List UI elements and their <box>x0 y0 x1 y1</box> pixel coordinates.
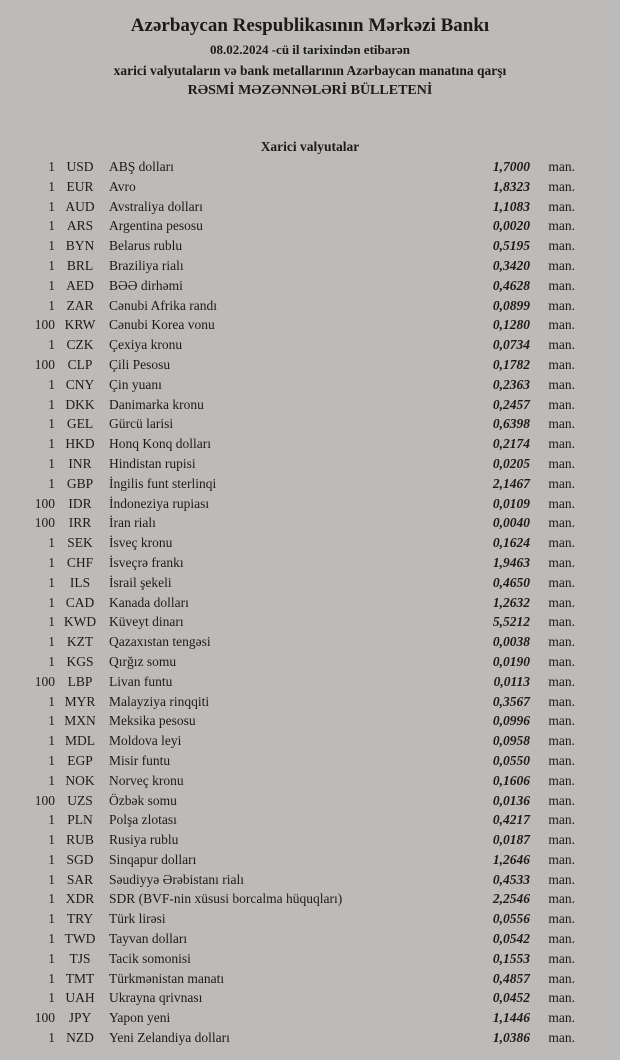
currency-quantity: 1 <box>48 970 55 986</box>
currency-row <box>0 515 620 535</box>
currency-quantity: 100 <box>34 495 55 511</box>
currency-unit-label: man. <box>548 1030 575 1046</box>
currency-unit-label: man. <box>548 970 575 986</box>
currency-quantity: 1 <box>48 475 55 491</box>
currency-rate-value: 0,2174 <box>492 436 530 452</box>
subtitle-line: xarici valyutaların və bank metallarının Azərbaycan manatına qarşı <box>113 63 507 78</box>
currency-code: IDR <box>68 495 92 511</box>
currency-name: Honq Konq dolları <box>109 436 211 452</box>
currency-unit-label: man. <box>548 792 575 808</box>
currency-rate-value: 0,0040 <box>492 515 530 531</box>
currency-unit-label: man. <box>548 198 575 214</box>
currency-name: İndoneziya rupiası <box>109 495 210 511</box>
currency-quantity: 1 <box>48 1030 55 1046</box>
currency-rate-value: 0,0452 <box>492 990 530 1006</box>
currency-rate-value: 0,4217 <box>492 812 530 828</box>
currency-quantity: 1 <box>48 911 55 927</box>
currency-rate-value: 0,0542 <box>492 931 530 947</box>
currency-name: Meksika pesosu <box>109 713 196 729</box>
currency-quantity: 1 <box>48 891 55 907</box>
currency-name: Danimarka kronu <box>109 396 204 412</box>
currency-name: Avro <box>109 178 136 194</box>
currency-quantity: 1 <box>48 634 55 650</box>
currency-row <box>0 278 620 298</box>
currency-row <box>0 199 620 219</box>
currency-code: EGP <box>67 752 93 768</box>
currency-row <box>0 694 620 714</box>
currency-row <box>0 634 620 654</box>
currency-quantity: 1 <box>48 990 55 1006</box>
currency-quantity: 1 <box>48 693 55 709</box>
currency-quantity: 1 <box>48 198 55 214</box>
currency-unit-label: man. <box>548 871 575 887</box>
currency-name: Kanada dolları <box>109 594 189 610</box>
currency-row <box>0 1030 620 1050</box>
currency-name: Türk lirəsi <box>109 911 166 927</box>
currency-quantity: 1 <box>48 574 55 590</box>
currency-quantity: 1 <box>48 277 55 293</box>
currency-code: ZAR <box>66 297 94 313</box>
currency-name: Belarus rublu <box>109 238 183 254</box>
currency-name: Avstraliya dolları <box>109 198 203 214</box>
currency-unit-label: man. <box>548 238 575 254</box>
currency-name: ABŞ dolları <box>109 159 174 174</box>
currency-row <box>0 317 620 337</box>
currency-name: Səudiyyə Ərəbistanı rialı <box>109 871 244 887</box>
currency-rate-value: 0,0899 <box>492 297 530 313</box>
currency-name: Özbək somu <box>109 792 177 808</box>
currency-name: Küveyt dinarı <box>109 614 184 630</box>
currency-row <box>0 931 620 951</box>
currency-quantity: 1 <box>48 653 55 669</box>
currency-quantity: 1 <box>48 832 55 848</box>
currency-unit-label: man. <box>548 475 575 491</box>
currency-row <box>0 258 620 278</box>
currency-row <box>0 416 620 436</box>
currency-code: GBP <box>66 475 94 491</box>
currency-code: KGS <box>66 653 94 669</box>
currency-unit-label: man. <box>548 614 575 630</box>
currency-name: Sinqapur dolları <box>109 851 197 867</box>
currency-name: İran rialı <box>109 515 156 531</box>
currency-row <box>0 337 620 357</box>
currency-row <box>0 298 620 318</box>
currency-name: Misir funtu <box>109 752 171 768</box>
currency-row <box>0 555 620 575</box>
currency-unit-label: man. <box>548 713 575 729</box>
currency-quantity: 100 <box>34 673 55 689</box>
currency-rate-value: 0,5195 <box>492 238 530 254</box>
currency-rate-value: 1,0386 <box>492 1030 530 1046</box>
currency-row <box>0 891 620 911</box>
currency-code: XDR <box>65 891 95 907</box>
currency-code: CZK <box>66 337 94 353</box>
currency-quantity: 1 <box>48 337 55 353</box>
currency-quantity: 1 <box>48 436 55 452</box>
currency-rate-value: 1,8323 <box>492 178 530 194</box>
currency-quantity: 1 <box>48 396 55 412</box>
currency-unit-label: man. <box>548 257 575 273</box>
currency-name: Tacik somonisi <box>109 950 191 966</box>
currency-rate-value: 0,1280 <box>492 317 530 333</box>
currency-name: Cənubi Afrika randı <box>109 297 217 313</box>
currency-name: Livan funtu <box>109 673 173 689</box>
currency-name: Tayvan dolları <box>109 931 188 947</box>
currency-quantity: 1 <box>48 178 55 194</box>
currency-row <box>0 476 620 496</box>
currency-quantity: 100 <box>34 1010 55 1026</box>
currency-row <box>0 456 620 476</box>
currency-rate-value: 0,1606 <box>492 772 530 788</box>
currency-unit-label: man. <box>548 990 575 1006</box>
currency-quantity: 100 <box>34 356 55 372</box>
currency-rate-value: 0,1624 <box>492 535 530 551</box>
currency-unit-label: man. <box>548 653 575 669</box>
currency-code: CLP <box>67 356 93 372</box>
currency-quantity: 1 <box>48 594 55 610</box>
currency-rate-value: 0,0190 <box>492 653 530 669</box>
currency-quantity: 100 <box>34 317 55 333</box>
currency-rate-value: 0,0996 <box>492 713 530 729</box>
currency-code: HKD <box>65 436 95 452</box>
currency-rate-value: 0,1553 <box>492 950 530 966</box>
currency-code: SEK <box>67 535 93 551</box>
currency-unit-label: man. <box>548 733 575 749</box>
currency-quantity: 1 <box>48 159 55 174</box>
currency-unit-label: man. <box>548 891 575 907</box>
currency-unit-label: man. <box>548 554 575 570</box>
currency-rate-value: 5,5212 <box>492 614 530 630</box>
currency-unit-label: man. <box>548 277 575 293</box>
currency-name: Çexiya kronu <box>109 337 183 353</box>
currency-code: PLN <box>67 812 93 828</box>
currency-unit-label: man. <box>548 159 575 174</box>
currency-code: USD <box>66 159 94 174</box>
currency-name: Braziliya rialı <box>109 257 184 273</box>
currency-name: SDR (BVF-nin xüsusi borcalma hüquqları) <box>109 891 343 907</box>
currency-code: TMT <box>65 970 95 986</box>
currency-row <box>0 812 620 832</box>
currency-rate-value: 0,4650 <box>492 574 530 590</box>
currency-row <box>0 872 620 892</box>
currency-name: İngilis funt sterlinqi <box>109 475 217 491</box>
currency-unit-label: man. <box>548 772 575 788</box>
currency-unit-label: man. <box>548 851 575 867</box>
currency-name: İsveç kronu <box>109 535 173 551</box>
currency-code: BYN <box>65 238 95 254</box>
section-title-foreign-currencies: Xarici valyutalar <box>260 139 360 154</box>
currency-code: ARS <box>66 218 94 234</box>
currency-quantity: 1 <box>48 535 55 551</box>
currency-code: KRW <box>64 317 96 333</box>
currency-row <box>0 654 620 674</box>
exchange-rates-table <box>0 159 620 1050</box>
currency-quantity: 1 <box>48 376 55 392</box>
currency-unit-label: man. <box>548 218 575 234</box>
currency-code: RUB <box>66 832 94 848</box>
currency-unit-label: man. <box>548 911 575 927</box>
bulletin-title: RƏSMİ MƏZƏNNƏLƏRİ BÜLLETENİ <box>187 83 433 98</box>
currency-row <box>0 436 620 456</box>
currency-rate-value: 0,0556 <box>492 911 530 927</box>
currency-row <box>0 535 620 555</box>
currency-unit-label: man. <box>548 752 575 768</box>
currency-quantity: 1 <box>48 238 55 254</box>
currency-name: Ukrayna qrivnası <box>109 990 203 1006</box>
currency-rate-value: 0,2457 <box>492 396 530 412</box>
currency-row <box>0 951 620 971</box>
currency-row <box>0 753 620 773</box>
currency-rate-value: 0,0187 <box>492 832 530 848</box>
currency-quantity: 100 <box>34 515 55 531</box>
currency-quantity: 1 <box>48 713 55 729</box>
currency-rate-value: 0,0205 <box>492 455 530 471</box>
currency-name: Gürcü larisi <box>109 416 174 432</box>
currency-unit-label: man. <box>548 297 575 313</box>
currency-rate-value: 0,4533 <box>492 871 530 887</box>
currency-name: Qazaxıstan tengəsi <box>109 634 211 650</box>
currency-rate-value: 0,0038 <box>492 634 530 650</box>
currency-quantity: 1 <box>48 257 55 273</box>
currency-rate-value: 0,2363 <box>492 376 530 392</box>
currency-rate-value: 0,4857 <box>492 970 530 986</box>
currency-code: AED <box>66 277 94 293</box>
currency-rate-value: 0,0113 <box>493 673 530 689</box>
currency-row <box>0 733 620 753</box>
currency-rate-value: 1,2646 <box>492 851 530 867</box>
currency-rate-value: 2,1467 <box>492 475 530 491</box>
currency-unit-label: man. <box>548 693 575 709</box>
currency-unit-label: man. <box>548 574 575 590</box>
currency-row <box>0 595 620 615</box>
effective-date-line: 08.02.2024 -cü il tarixindən etibarən <box>209 42 411 57</box>
currency-code: ILS <box>69 574 91 590</box>
currency-row <box>0 496 620 516</box>
currency-unit-label: man. <box>548 455 575 471</box>
currency-code: KZT <box>66 634 94 650</box>
currency-name: Argentina pesosu <box>109 218 203 234</box>
currency-row <box>0 377 620 397</box>
currency-name: Hindistan rupisi <box>109 455 196 471</box>
currency-code: CNY <box>65 376 95 392</box>
currency-code: IRR <box>68 515 92 531</box>
currency-code: CAD <box>65 594 95 610</box>
currency-code: NOK <box>65 772 95 788</box>
currency-code: UAH <box>65 990 95 1006</box>
currency-unit-label: man. <box>548 515 575 531</box>
currency-name: Cənubi Korea vonu <box>109 317 215 333</box>
currency-rate-value: 1,2632 <box>492 594 530 610</box>
currency-name: Yeni Zelandiya dolları <box>109 1030 230 1046</box>
currency-code: MYR <box>64 693 96 709</box>
currency-rate-value: 2,2546 <box>492 891 530 907</box>
currency-code: DKK <box>65 396 95 412</box>
currency-rate-value: 1,9463 <box>492 554 530 570</box>
currency-quantity: 1 <box>48 614 55 630</box>
currency-code: INR <box>68 455 92 471</box>
currency-row <box>0 218 620 238</box>
currency-rate-value: 0,0020 <box>492 218 530 234</box>
currency-quantity: 1 <box>48 851 55 867</box>
currency-code: TWD <box>64 931 96 947</box>
currency-name: BƏƏ dirhəmi <box>109 277 183 293</box>
currency-code: LBP <box>67 673 93 689</box>
currency-rate-value: 0,1782 <box>492 356 530 372</box>
currency-unit-label: man. <box>548 1010 575 1026</box>
currency-quantity: 1 <box>48 812 55 828</box>
currency-code: CHF <box>66 554 94 570</box>
currency-unit-label: man. <box>548 337 575 353</box>
currency-row <box>0 179 620 199</box>
currency-unit-label: man. <box>548 673 575 689</box>
currency-row <box>0 674 620 694</box>
currency-unit-label: man. <box>548 950 575 966</box>
currency-quantity: 1 <box>48 218 55 234</box>
currency-unit-label: man. <box>548 356 575 372</box>
currency-code: TJS <box>69 950 91 966</box>
currency-quantity: 1 <box>48 455 55 471</box>
currency-quantity: 1 <box>48 554 55 570</box>
currency-code: TRY <box>66 911 94 927</box>
currency-quantity: 1 <box>48 416 55 432</box>
currency-unit-label: man. <box>548 594 575 610</box>
currency-quantity: 1 <box>48 950 55 966</box>
currency-code: AUD <box>65 198 95 214</box>
currency-quantity: 100 <box>34 792 55 808</box>
currency-rate-value: 0,0136 <box>492 792 530 808</box>
currency-code: KWD <box>63 614 97 630</box>
currency-name: Moldova leyi <box>109 733 182 749</box>
currency-row <box>0 990 620 1010</box>
currency-code: NZD <box>66 1030 94 1046</box>
currency-row <box>0 357 620 377</box>
currency-unit-label: man. <box>548 376 575 392</box>
currency-name: Çin yuanı <box>109 376 162 392</box>
currency-quantity: 1 <box>48 752 55 768</box>
currency-row <box>0 793 620 813</box>
currency-row <box>0 852 620 872</box>
currency-row <box>0 1010 620 1030</box>
currency-name: Malayziya rinqqiti <box>109 693 210 709</box>
currency-quantity: 1 <box>48 931 55 947</box>
currency-unit-label: man. <box>548 535 575 551</box>
currency-rate-value: 0,0109 <box>492 495 530 511</box>
currency-code: BRL <box>66 257 94 273</box>
currency-code: MXN <box>64 713 96 729</box>
currency-name: Norveç kronu <box>109 772 184 788</box>
bulletin-header <box>0 14 620 101</box>
currency-name: Yapon yeni <box>109 1010 171 1026</box>
currency-name: Çili Pesosu <box>109 356 171 372</box>
currency-rate-value: 1,1083 <box>492 198 530 214</box>
currency-row <box>0 773 620 793</box>
currency-quantity: 1 <box>48 297 55 313</box>
currency-rate-value: 1,7000 <box>492 159 530 174</box>
currency-unit-label: man. <box>548 634 575 650</box>
currency-code: JPY <box>68 1010 92 1026</box>
currency-row <box>0 911 620 931</box>
currency-row <box>0 614 620 634</box>
currency-unit-label: man. <box>548 396 575 412</box>
currency-name: İsrail şekeli <box>109 574 172 590</box>
currency-rate-value: 0,0958 <box>492 733 530 749</box>
currency-name: Polşa zlotası <box>109 812 177 828</box>
currency-code: EUR <box>66 178 94 194</box>
currency-name: Türkmənistan manatı <box>109 970 225 986</box>
currency-row <box>0 397 620 417</box>
currency-code: GEL <box>66 416 94 432</box>
currency-code: UZS <box>67 792 93 808</box>
currency-row <box>0 832 620 852</box>
currency-code: SAR <box>66 871 94 887</box>
currency-name: Rusiya rublu <box>109 832 179 848</box>
currency-unit-label: man. <box>548 436 575 452</box>
currency-code: MDL <box>65 733 95 749</box>
currency-row <box>0 713 620 733</box>
currency-unit-label: man. <box>548 812 575 828</box>
currency-rate-value: 0,3420 <box>492 257 530 273</box>
currency-quantity: 1 <box>48 871 55 887</box>
currency-rate-value: 0,0734 <box>492 337 530 353</box>
currency-row <box>0 238 620 258</box>
currency-rate-value: 0,0550 <box>492 752 530 768</box>
currency-unit-label: man. <box>548 416 575 432</box>
currency-rate-value: 0,3567 <box>492 693 530 709</box>
currency-unit-label: man. <box>548 178 575 194</box>
currency-row <box>0 971 620 991</box>
currency-row <box>0 575 620 595</box>
currency-rate-value: 1,1446 <box>492 1010 530 1026</box>
currency-rate-value: 0,4628 <box>492 277 530 293</box>
bank-name-title: Azərbaycan Respublikasının Mərkəzi Bankı <box>130 15 490 36</box>
currency-unit-label: man. <box>548 832 575 848</box>
currency-unit-label: man. <box>548 317 575 333</box>
currency-unit-label: man. <box>548 931 575 947</box>
currency-name: İsveçrə frankı <box>109 554 184 570</box>
currency-quantity: 1 <box>48 772 55 788</box>
currency-row <box>0 159 620 179</box>
currency-code: SGD <box>66 851 94 867</box>
currency-name: Qırğız somu <box>109 653 177 669</box>
currency-quantity: 1 <box>48 733 55 749</box>
currency-unit-label: man. <box>548 495 575 511</box>
currency-rate-value: 0,6398 <box>492 416 530 432</box>
